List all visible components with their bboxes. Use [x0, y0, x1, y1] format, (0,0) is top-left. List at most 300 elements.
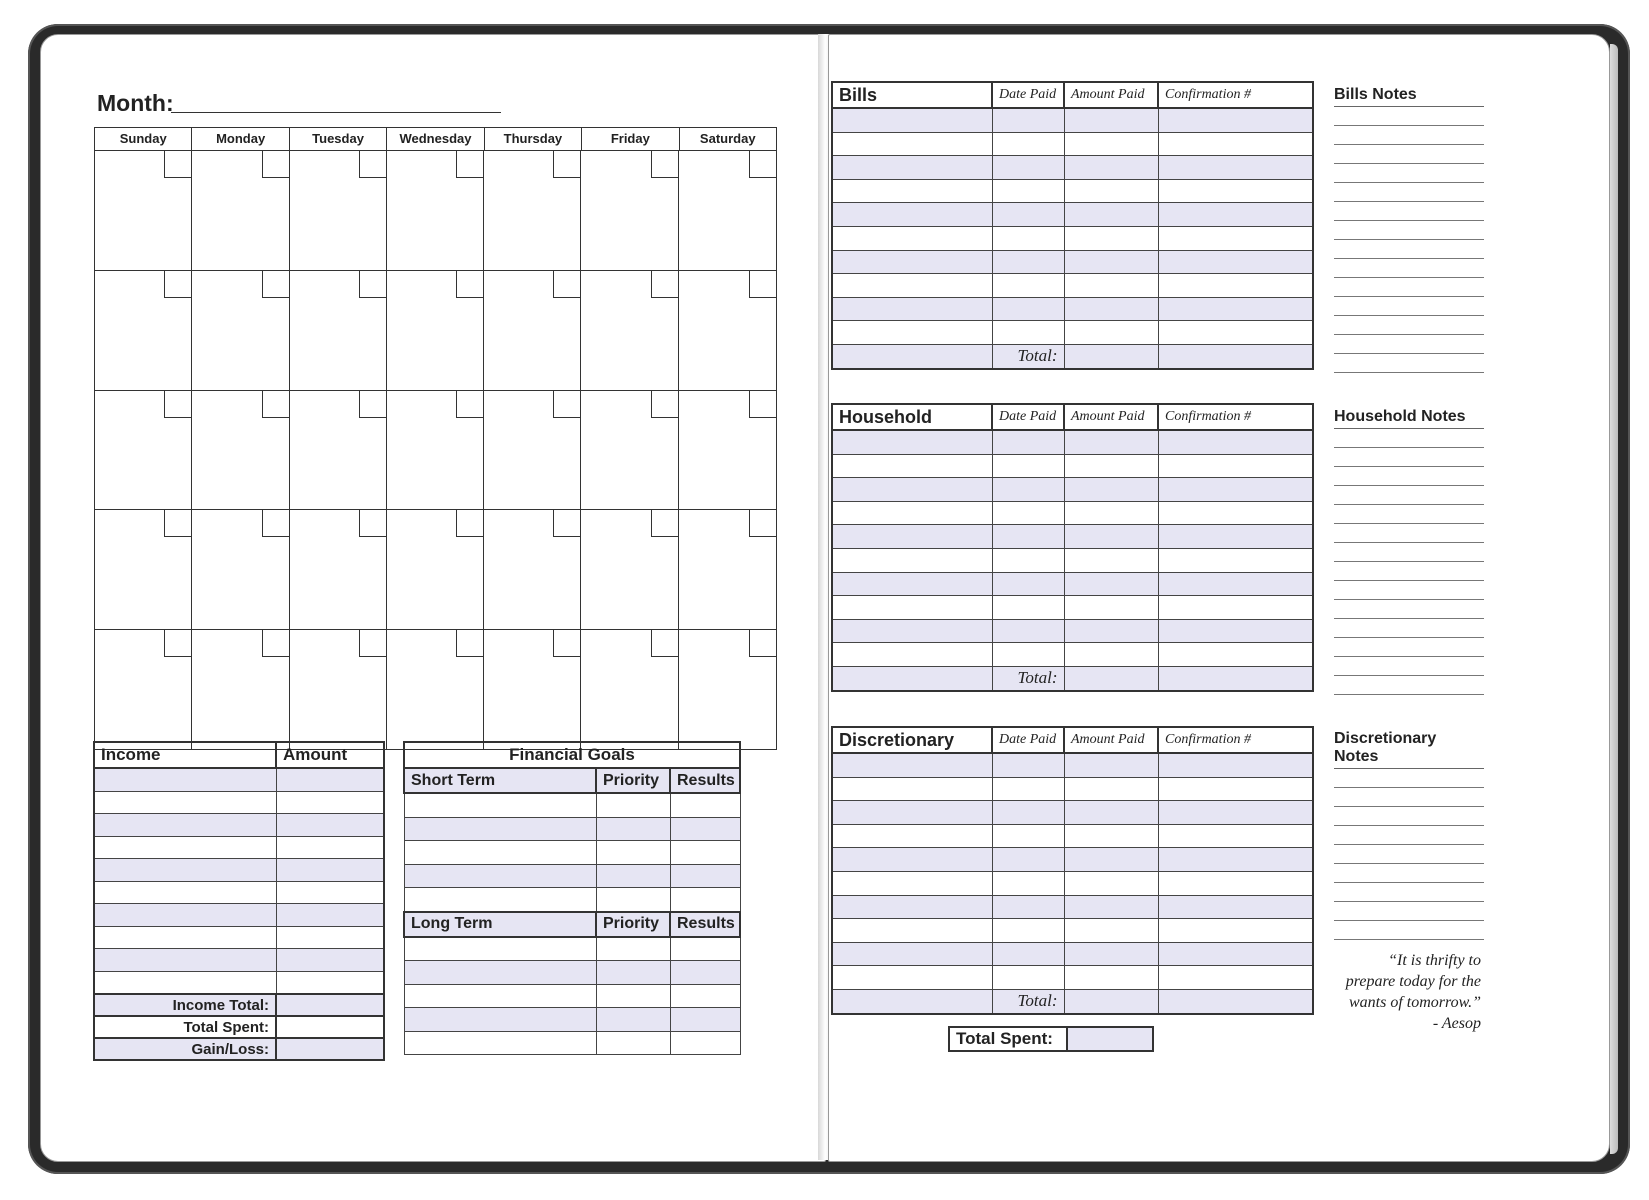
note-line[interactable] [1334, 845, 1484, 864]
note-line[interactable] [1334, 448, 1484, 467]
date-number-box[interactable] [456, 271, 483, 298]
date-paid-cell[interactable] [992, 643, 1064, 667]
income-source-cell[interactable] [94, 926, 276, 949]
bills-notes[interactable] [1334, 86, 1484, 373]
payee-cell[interactable] [832, 572, 992, 596]
payee-cell[interactable] [832, 801, 992, 825]
note-line[interactable] [1334, 126, 1484, 145]
date-number-box[interactable] [553, 271, 580, 298]
amount-paid-cell[interactable] [1064, 321, 1158, 345]
date-number-box[interactable] [359, 630, 386, 657]
amount-paid-cell[interactable] [1064, 454, 1158, 478]
amount-paid-cell[interactable] [1064, 942, 1158, 966]
date-number-box[interactable] [651, 151, 678, 178]
confirmation-cell[interactable] [1158, 643, 1313, 667]
goal-cell[interactable] [404, 1008, 596, 1032]
confirmation-cell[interactable] [1158, 108, 1313, 132]
date-paid-cell[interactable] [992, 297, 1064, 321]
date-paid-cell[interactable] [992, 108, 1064, 132]
date-number-box[interactable] [359, 151, 386, 178]
date-number-box[interactable] [262, 630, 289, 657]
amount-paid-cell[interactable] [1064, 824, 1158, 848]
payee-cell[interactable] [832, 824, 992, 848]
date-paid-cell[interactable] [992, 942, 1064, 966]
payee-cell[interactable] [832, 919, 992, 943]
results-cell[interactable] [670, 793, 740, 817]
income-source-cell[interactable] [94, 881, 276, 904]
confirmation-cell[interactable] [1158, 871, 1313, 895]
priority-cell[interactable] [596, 888, 670, 912]
amount-paid-cell[interactable] [1064, 777, 1158, 801]
calendar-day-cell[interactable] [95, 271, 192, 391]
goal-cell[interactable] [404, 937, 596, 961]
confirmation-cell[interactable] [1158, 156, 1313, 180]
payee-cell[interactable] [832, 203, 992, 227]
calendar-day-cell[interactable] [679, 630, 776, 750]
confirmation-cell[interactable] [1158, 848, 1313, 872]
payee-cell[interactable] [832, 274, 992, 298]
priority-cell[interactable] [596, 817, 670, 841]
amount-paid-cell[interactable] [1064, 108, 1158, 132]
payee-cell[interactable] [832, 871, 992, 895]
payee-cell[interactable] [832, 643, 992, 667]
amount-paid-cell[interactable] [1064, 226, 1158, 250]
date-number-box[interactable] [651, 630, 678, 657]
payee-cell[interactable] [832, 321, 992, 345]
income-amount-cell[interactable] [276, 881, 384, 904]
income-source-cell[interactable] [94, 836, 276, 859]
calendar-day-cell[interactable] [484, 630, 581, 750]
household-notes[interactable] [1334, 408, 1484, 695]
income-amount-cell[interactable] [276, 859, 384, 882]
calendar-day-cell[interactable] [387, 510, 484, 630]
payee-cell[interactable] [832, 501, 992, 525]
amount-paid-cell[interactable] [1064, 801, 1158, 825]
confirmation-cell[interactable] [1158, 430, 1313, 454]
payee-cell[interactable] [832, 596, 992, 620]
amount-paid-cell[interactable] [1064, 179, 1158, 203]
note-line[interactable] [1334, 826, 1484, 845]
note-line[interactable] [1334, 354, 1484, 373]
note-line[interactable] [1334, 581, 1484, 600]
date-paid-cell[interactable] [992, 179, 1064, 203]
goal-cell[interactable] [404, 864, 596, 888]
priority-cell[interactable] [596, 937, 670, 961]
date-paid-cell[interactable] [992, 156, 1064, 180]
priority-cell[interactable] [596, 984, 670, 1008]
goal-cell[interactable] [404, 817, 596, 841]
calendar-day-cell[interactable] [484, 151, 581, 271]
calendar-day-cell[interactable] [484, 271, 581, 391]
goal-cell[interactable] [404, 841, 596, 865]
note-line[interactable] [1334, 486, 1484, 505]
priority-cell[interactable] [596, 864, 670, 888]
date-number-box[interactable] [164, 630, 191, 657]
amount-paid-cell[interactable] [1064, 478, 1158, 502]
confirmation-cell[interactable] [1158, 966, 1313, 990]
date-paid-cell[interactable] [992, 596, 1064, 620]
results-cell[interactable] [670, 817, 740, 841]
goal-cell[interactable] [404, 984, 596, 1008]
calendar-day-cell[interactable] [290, 510, 387, 630]
note-line[interactable] [1334, 788, 1484, 807]
confirmation-cell[interactable] [1158, 478, 1313, 502]
entry-row [832, 753, 1313, 777]
date-paid-cell[interactable] [992, 430, 1064, 454]
total-amount-cell[interactable] [1064, 666, 1158, 690]
date-paid-cell[interactable] [992, 454, 1064, 478]
confirmation-cell[interactable] [1158, 501, 1313, 525]
amount-paid-cell[interactable] [1064, 596, 1158, 620]
date-paid-cell[interactable] [992, 572, 1064, 596]
date-paid-cell[interactable] [992, 548, 1064, 572]
income-amount-cell[interactable] [276, 768, 384, 791]
day-thursday: Thursday [485, 128, 582, 150]
note-line[interactable] [1334, 676, 1484, 695]
calendar-day-cell[interactable] [679, 271, 776, 391]
amount-paid-cell[interactable] [1064, 572, 1158, 596]
date-paid-cell[interactable] [992, 919, 1064, 943]
date-paid-cell[interactable] [992, 501, 1064, 525]
calendar-day-cell[interactable] [679, 151, 776, 271]
date-number-box[interactable] [456, 151, 483, 178]
date-number-box[interactable] [553, 510, 580, 537]
payee-cell[interactable] [832, 753, 992, 777]
priority-cell[interactable] [596, 1031, 670, 1055]
date-number-box[interactable] [359, 391, 386, 418]
date-paid-cell[interactable] [992, 966, 1064, 990]
results-cell[interactable] [670, 984, 740, 1008]
confirmation-cell[interactable] [1158, 919, 1313, 943]
entry-row [832, 777, 1313, 801]
calendar-day-cell[interactable] [290, 271, 387, 391]
payee-cell[interactable] [832, 478, 992, 502]
note-line[interactable] [1334, 657, 1484, 676]
entry-row [832, 454, 1313, 478]
amount-paid-cell[interactable] [1064, 619, 1158, 643]
note-line[interactable] [1334, 524, 1484, 543]
confirmation-cell[interactable] [1158, 297, 1313, 321]
date-paid-cell[interactable] [992, 848, 1064, 872]
calendar-day-cell[interactable] [192, 151, 289, 271]
total-spent-value[interactable] [1067, 1027, 1153, 1051]
discretionary-notes[interactable] [1334, 730, 1484, 940]
calendar-day-cell[interactable] [95, 151, 192, 271]
note-line[interactable] [1334, 883, 1484, 902]
calendar-day-cell[interactable] [581, 271, 678, 391]
note-line[interactable] [1334, 505, 1484, 524]
date-number-box[interactable] [456, 510, 483, 537]
amount-paid-cell[interactable] [1064, 132, 1158, 156]
note-line[interactable] [1334, 183, 1484, 202]
amount-paid-cell[interactable] [1064, 156, 1158, 180]
gain-loss-value[interactable] [276, 1038, 384, 1060]
note-line[interactable] [1334, 316, 1484, 335]
date-paid-cell[interactable] [992, 753, 1064, 777]
confirmation-cell[interactable] [1158, 824, 1313, 848]
calendar-day-cell[interactable] [290, 630, 387, 750]
payee-cell[interactable] [832, 454, 992, 478]
date-number-box[interactable] [262, 391, 289, 418]
goal-cell[interactable] [404, 793, 596, 817]
payee-cell[interactable] [832, 156, 992, 180]
date-number-box[interactable] [651, 271, 678, 298]
note-line[interactable] [1334, 107, 1484, 126]
calendar-day-cell[interactable] [192, 391, 289, 511]
income-amount-cell[interactable] [276, 971, 384, 994]
confirmation-cell[interactable] [1158, 777, 1313, 801]
confirmation-cell[interactable] [1158, 179, 1313, 203]
payee-cell[interactable] [832, 226, 992, 250]
calendar-day-cell[interactable] [581, 391, 678, 511]
confirmation-cell[interactable] [1158, 572, 1313, 596]
note-line[interactable] [1334, 769, 1484, 788]
note-line[interactable] [1334, 864, 1484, 883]
confirmation-cell[interactable] [1158, 525, 1313, 549]
calendar-day-cell[interactable] [290, 391, 387, 511]
date-number-box[interactable] [359, 510, 386, 537]
results-cell[interactable] [670, 864, 740, 888]
payee-cell[interactable] [832, 179, 992, 203]
calendar-day-cell[interactable] [387, 630, 484, 750]
calendar-day-cell[interactable] [679, 510, 776, 630]
date-paid-cell[interactable] [992, 801, 1064, 825]
income-amount-cell[interactable] [276, 791, 384, 814]
confirmation-cell[interactable] [1158, 250, 1313, 274]
priority-cell[interactable] [596, 793, 670, 817]
results-cell[interactable] [670, 888, 740, 912]
calendar-day-cell[interactable] [581, 151, 678, 271]
date-number-box[interactable] [553, 391, 580, 418]
entry-row [832, 596, 1313, 620]
date-paid-cell[interactable] [992, 250, 1064, 274]
amount-paid-cell[interactable] [1064, 430, 1158, 454]
confirmation-cell[interactable] [1158, 801, 1313, 825]
income-total-value[interactable] [276, 994, 384, 1016]
confirmation-cell[interactable] [1158, 203, 1313, 227]
results-cell[interactable] [670, 937, 740, 961]
results-cell[interactable] [670, 1008, 740, 1032]
payee-cell[interactable] [832, 619, 992, 643]
note-line[interactable] [1334, 202, 1484, 221]
note-line[interactable] [1334, 543, 1484, 562]
calendar-day-cell[interactable] [387, 391, 484, 511]
calendar-day-cell[interactable] [192, 630, 289, 750]
payee-cell[interactable] [832, 430, 992, 454]
results-cell[interactable] [670, 841, 740, 865]
date-number-box[interactable] [749, 271, 776, 298]
note-line[interactable] [1334, 600, 1484, 619]
date-paid-cell[interactable] [992, 777, 1064, 801]
calendar-day-cell[interactable] [290, 151, 387, 271]
date-paid-cell[interactable] [992, 619, 1064, 643]
priority-cell[interactable] [596, 1008, 670, 1032]
date-number-box[interactable] [456, 391, 483, 418]
amount-paid-cell[interactable] [1064, 203, 1158, 227]
income-source-cell[interactable] [94, 791, 276, 814]
date-paid-cell[interactable] [992, 203, 1064, 227]
total-spent-value[interactable] [276, 1016, 384, 1038]
payee-cell[interactable] [832, 548, 992, 572]
calendar-day-cell[interactable] [581, 510, 678, 630]
payee-cell[interactable] [832, 108, 992, 132]
date-paid-cell[interactable] [992, 824, 1064, 848]
amount-paid-cell[interactable] [1064, 895, 1158, 919]
income-amount-cell[interactable] [276, 836, 384, 859]
income-source-cell[interactable] [94, 814, 276, 837]
confirmation-cell[interactable] [1158, 596, 1313, 620]
note-line[interactable] [1334, 164, 1484, 183]
priority-cell[interactable] [596, 841, 670, 865]
note-line[interactable] [1334, 562, 1484, 581]
date-paid-cell[interactable] [992, 321, 1064, 345]
results-cell[interactable] [670, 961, 740, 985]
note-line[interactable] [1334, 638, 1484, 657]
date-paid-cell[interactable] [992, 478, 1064, 502]
entry-row [832, 895, 1313, 919]
date-number-box[interactable] [749, 391, 776, 418]
payee-cell[interactable] [832, 895, 992, 919]
amount-paid-cell[interactable] [1064, 966, 1158, 990]
note-line[interactable] [1334, 145, 1484, 164]
calendar-day-cell[interactable] [484, 391, 581, 511]
month-line[interactable] [171, 112, 501, 113]
payee-cell[interactable] [832, 297, 992, 321]
calendar-day-cell[interactable] [581, 630, 678, 750]
date-number-box[interactable] [164, 151, 191, 178]
calendar-day-cell[interactable] [95, 630, 192, 750]
financial-goals-title: Financial Goals [404, 742, 740, 768]
results-cell[interactable] [670, 1031, 740, 1055]
payee-cell[interactable] [832, 966, 992, 990]
date-number-box[interactable] [359, 271, 386, 298]
date-number-box[interactable] [553, 630, 580, 657]
income-source-cell[interactable] [94, 859, 276, 882]
confirmation-cell[interactable] [1158, 548, 1313, 572]
date-number-box[interactable] [164, 391, 191, 418]
date-number-box[interactable] [164, 271, 191, 298]
date-paid-cell[interactable] [992, 525, 1064, 549]
entry-row [832, 619, 1313, 643]
goal-cell[interactable] [404, 961, 596, 985]
amount-paid-cell[interactable] [1064, 643, 1158, 667]
note-line[interactable] [1334, 921, 1484, 940]
confirmation-cell[interactable] [1158, 321, 1313, 345]
date-number-box[interactable] [456, 630, 483, 657]
priority-cell[interactable] [596, 961, 670, 985]
priority-header: Priority [596, 912, 670, 937]
income-source-cell[interactable] [94, 768, 276, 791]
note-line[interactable] [1334, 297, 1484, 316]
confirmation-cell[interactable] [1158, 753, 1313, 777]
confirmation-cell[interactable] [1158, 274, 1313, 298]
goal-cell[interactable] [404, 1031, 596, 1055]
note-line[interactable] [1334, 429, 1484, 448]
date-paid-cell[interactable] [992, 274, 1064, 298]
confirmation-cell[interactable] [1158, 619, 1313, 643]
income-source-cell[interactable] [94, 949, 276, 972]
total-amount-cell[interactable] [1064, 344, 1158, 368]
note-line[interactable] [1334, 902, 1484, 921]
amount-paid-cell[interactable] [1064, 848, 1158, 872]
goal-cell[interactable] [404, 888, 596, 912]
payee-cell[interactable] [832, 777, 992, 801]
date-paid-cell[interactable] [992, 226, 1064, 250]
note-line[interactable] [1334, 240, 1484, 259]
income-source-cell[interactable] [94, 971, 276, 994]
note-line[interactable] [1334, 259, 1484, 278]
calendar-day-cell[interactable] [387, 151, 484, 271]
calendar-day-cell[interactable] [387, 271, 484, 391]
calendar-day-cell[interactable] [192, 510, 289, 630]
income-amount-cell[interactable] [276, 814, 384, 837]
date-number-box[interactable] [749, 510, 776, 537]
payee-cell[interactable] [832, 942, 992, 966]
confirmation-cell[interactable] [1158, 132, 1313, 156]
income-amount-cell[interactable] [276, 949, 384, 972]
calendar-day-cell[interactable] [192, 271, 289, 391]
amount-paid-cell[interactable] [1064, 548, 1158, 572]
total-amount-cell[interactable] [1064, 989, 1158, 1013]
amount-paid-cell[interactable] [1064, 525, 1158, 549]
note-line[interactable] [1334, 335, 1484, 354]
date-number-box[interactable] [262, 510, 289, 537]
amount-paid-cell[interactable] [1064, 501, 1158, 525]
amount-paid-cell[interactable] [1064, 297, 1158, 321]
confirmation-cell[interactable] [1158, 942, 1313, 966]
note-line[interactable] [1334, 619, 1484, 638]
calendar-day-cell[interactable] [95, 510, 192, 630]
amount-paid-cell[interactable] [1064, 871, 1158, 895]
date-paid-cell[interactable] [992, 895, 1064, 919]
amount-paid-cell[interactable] [1064, 274, 1158, 298]
note-line[interactable] [1334, 807, 1484, 826]
total-spent-label: Total Spent: [94, 1016, 276, 1038]
amount-paid-cell[interactable] [1064, 753, 1158, 777]
date-number-box[interactable] [262, 151, 289, 178]
confirmation-cell[interactable] [1158, 454, 1313, 478]
income-amount-cell[interactable] [276, 926, 384, 949]
confirmation-cell[interactable] [1158, 226, 1313, 250]
date-number-box[interactable] [749, 630, 776, 657]
income-amount-cell[interactable] [276, 904, 384, 927]
date-number-box[interactable] [164, 510, 191, 537]
payee-cell[interactable] [832, 525, 992, 549]
payee-cell[interactable] [832, 848, 992, 872]
income-source-cell[interactable] [94, 904, 276, 927]
date-number-box[interactable] [651, 510, 678, 537]
calendar-day-cell[interactable] [679, 391, 776, 511]
date-number-box[interactable] [749, 151, 776, 178]
note-line[interactable] [1334, 467, 1484, 486]
date-paid-cell[interactable] [992, 132, 1064, 156]
note-line[interactable] [1334, 278, 1484, 297]
date-paid-cell[interactable] [992, 871, 1064, 895]
total-label: Total: [992, 344, 1064, 368]
date-number-box[interactable] [262, 271, 289, 298]
amount-paid-cell[interactable] [1064, 919, 1158, 943]
amount-paid-cell[interactable] [1064, 250, 1158, 274]
day-friday: Friday [582, 128, 679, 150]
calendar-day-cell[interactable] [95, 391, 192, 511]
confirmation-cell[interactable] [1158, 895, 1313, 919]
calendar-day-cell[interactable] [484, 510, 581, 630]
payee-cell[interactable] [832, 132, 992, 156]
date-number-box[interactable] [553, 151, 580, 178]
note-line[interactable] [1334, 221, 1484, 240]
date-number-box[interactable] [651, 391, 678, 418]
payee-cell[interactable] [832, 250, 992, 274]
